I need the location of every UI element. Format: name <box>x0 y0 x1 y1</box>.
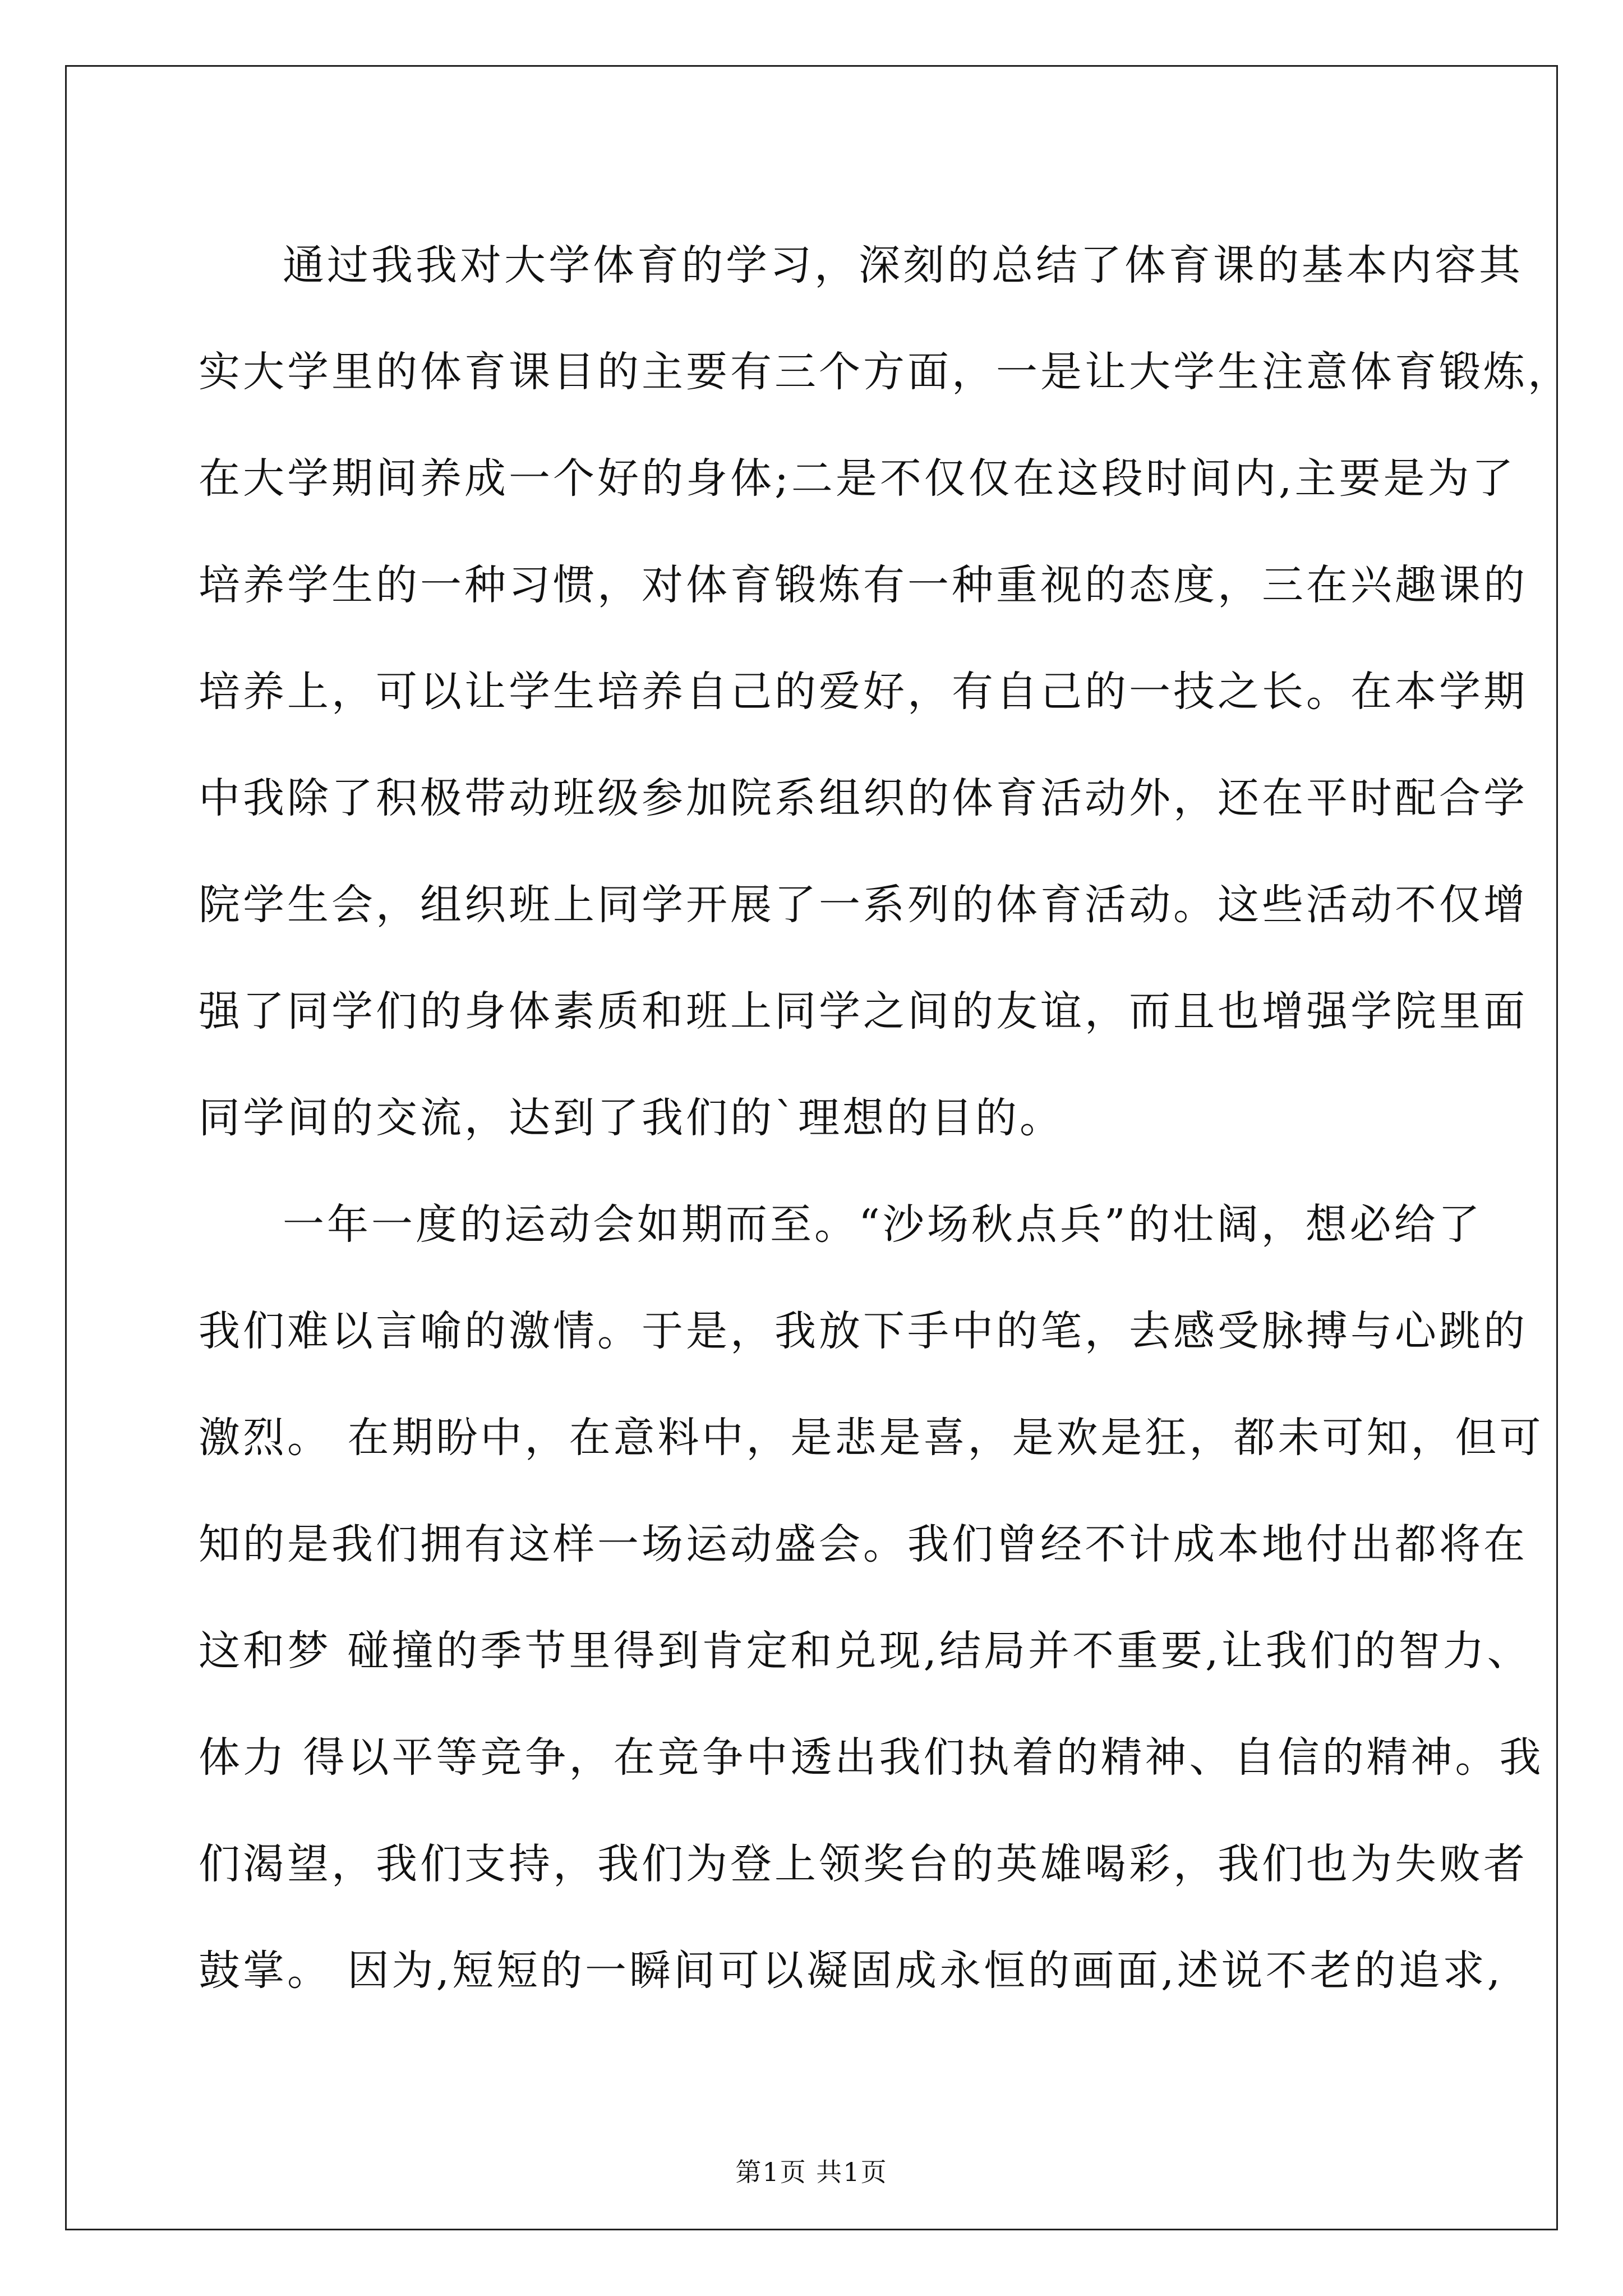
text-line: 中我除了积极带动班级参加院系组织的体育活动外，还在平时配合学 <box>199 774 1528 822</box>
text-line: 院学生会，组织班上同学开展了一系列的体育活动。这些活动不仅增 <box>199 881 1528 929</box>
text-line: 鼓掌。 因为,短短的一瞬间可以凝固成永恒的画面,述说不老的追求, <box>199 1947 1504 1995</box>
text-line: 同学间的交流，达到了我们的`理想的目的。 <box>199 1094 1064 1142</box>
text-line: 实大学里的体育课目的主要有三个方面，一是让大学生注意体育锻炼， <box>199 348 1572 396</box>
text-line: 们渴望，我们支持，我们为登上领奖台的英雄喝彩，我们也为失败者 <box>199 1840 1528 1888</box>
page-footer: 第1页 共1页 <box>735 2157 888 2187</box>
text-line: 强了同学们的身体素质和班上同学之间的友谊，而且也增强学院里面 <box>199 987 1528 1036</box>
text-line: 在大学期间养成一个好的身体;二是不仅仅在这段时间内,主要是为了 <box>199 454 1516 503</box>
text-line: 通过我我对大学体育的学习，深刻的总结了体育课的基本内容其 <box>283 241 1523 289</box>
text-line: 激烈。 在期盼中，在意料中，是悲是喜，是欢是狂，都未可知，但可 <box>199 1414 1544 1462</box>
text-line: 体力 得以平等竞争，在竞争中透出我们执着的精神、自信的精神。我 <box>199 1733 1544 1782</box>
text-line: 培养学生的一种习惯，对体育锻炼有一种重视的态度，三在兴趣课的 <box>199 561 1528 609</box>
text-line: 知的是我们拥有这样一场运动盛会。我们曾经不计成本地付出都将在 <box>199 1520 1528 1568</box>
text-line: 我们难以言喻的激情。于是，我放下手中的笔，去感受脉搏与心跳的 <box>199 1307 1528 1355</box>
text-line: 培养上，可以让学生培养自己的爱好，有自己的一技之长。在本学期 <box>199 668 1528 716</box>
text-line: 这和梦 碰撞的季节里得到肯定和兑现,结局并不重要,让我们的智力、 <box>199 1627 1532 1675</box>
text-line: 一年一度的运动会如期而至。“沙场秋点兵”的壮阔，想必给了 <box>283 1200 1483 1249</box>
document-body <box>199 212 1572 2024</box>
